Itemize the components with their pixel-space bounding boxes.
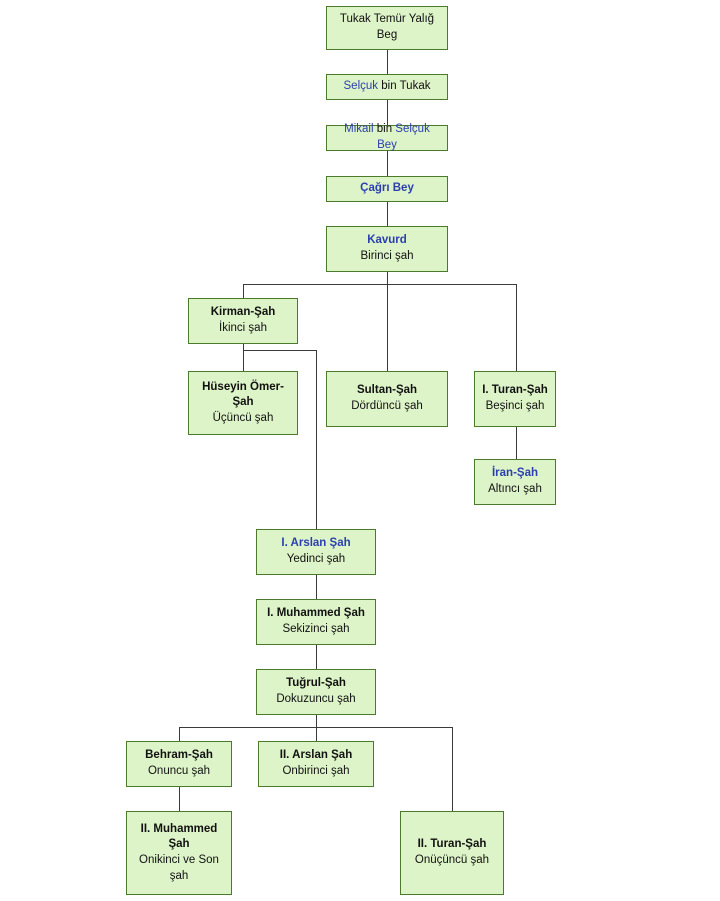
connector-turansah1-to-iransah	[516, 427, 517, 459]
connector-muhammed1-to-tugrulsah	[316, 645, 317, 669]
node-subtitle: Sekizinci şah	[282, 623, 350, 635]
connector-to-kirmansah	[243, 284, 244, 298]
connector-kavurd-stem	[387, 272, 388, 284]
node-title-cont: Şah	[168, 838, 190, 851]
node-subtitle-cont: şah	[169, 869, 189, 882]
node-title: I. Turan-Şah	[482, 384, 548, 397]
node-title: Çağrı Bey	[360, 182, 414, 195]
node-title: I. Arslan Şah	[281, 537, 351, 550]
node-subtitle: Dördüncü şah	[351, 400, 423, 412]
node-link-part-2[interactable]: Selçuk Bey	[377, 123, 430, 151]
connector-to-arslansah1	[316, 495, 317, 529]
connector-kirmansah-to-huseyin	[243, 344, 244, 371]
tree-node-iransah[interactable]	[474, 459, 556, 505]
node-title: Hüseyin Ömer-	[202, 380, 284, 393]
connector-huseyin-join	[243, 350, 317, 351]
node-title: II. Muhammed	[140, 822, 218, 835]
node-subtitle: Onbirinci şah	[282, 765, 350, 777]
node-title: Kavurd	[367, 234, 407, 247]
tree-node-cagri[interactable]	[326, 176, 448, 202]
node-title: I. Muhammed Şah	[267, 607, 365, 620]
connector-tugrulsah-stem	[316, 715, 317, 727]
connector-to-behramsah	[179, 727, 180, 741]
node-title: Kirman-Şah	[210, 306, 276, 319]
node-subtitle: İkinci şah	[219, 322, 267, 334]
node-title	[333, 122, 441, 153]
node-subtitle: Dokuzuncu şah	[276, 693, 356, 705]
node-title: Sultan-Şah	[356, 384, 418, 397]
tree-node-sultansah[interactable]	[326, 371, 448, 427]
connector-behramsah-to-muhammed2	[179, 787, 180, 811]
connector-cagri-to-kavurd	[387, 202, 388, 226]
tree-node-muhammed2[interactable]	[126, 811, 232, 895]
connector-to-sultansah	[387, 284, 388, 371]
node-title: II. Arslan Şah	[279, 749, 353, 762]
tree-node-muhammed1[interactable]	[256, 599, 376, 645]
connector-to-turansah2	[452, 727, 453, 811]
node-title: Tukak Temür Yalığ	[339, 13, 435, 26]
node-subtitle: Onuncu şah	[147, 765, 210, 777]
node-title: II. Turan-Şah	[417, 838, 487, 851]
node-subtitle: Onüçüncü şah	[414, 854, 490, 866]
node-title: Behram-Şah	[145, 749, 213, 762]
node-subtitle: Beşinci şah	[485, 400, 545, 412]
tree-node-behramsah[interactable]	[126, 741, 232, 787]
node-title-rest: bin	[373, 123, 396, 136]
node-title: Tuğrul-Şah	[286, 677, 346, 690]
node-title-rest: bin Tukak	[378, 80, 431, 93]
tree-node-tukak[interactable]	[326, 6, 448, 50]
node-link-part[interactable]: Mikail	[344, 123, 374, 136]
tree-node-selcuk[interactable]	[326, 74, 448, 100]
node-subtitle: Yedinci şah	[286, 553, 346, 565]
tree-node-kirmansah[interactable]	[188, 298, 298, 344]
connector-arslansah1-to-muhammed1	[316, 575, 317, 599]
connector-mikail-to-cagri	[387, 151, 388, 176]
tree-node-huseyin[interactable]	[188, 371, 298, 435]
node-subtitle: Birinci şah	[360, 250, 414, 262]
node-subtitle: Üçüncü şah	[212, 411, 274, 424]
node-title: İran-Şah	[491, 467, 538, 480]
node-title-cont: Şah	[232, 396, 254, 409]
node-link-part[interactable]: Selçuk	[343, 80, 379, 93]
connector-to-arslansah2	[316, 727, 317, 741]
node-subtitle: Onikinci ve Son	[139, 854, 219, 866]
connector-selcuk-to-mikail	[387, 100, 388, 125]
tree-node-mikail[interactable]	[326, 125, 448, 151]
tree-node-arslansah1[interactable]	[256, 529, 376, 575]
node-title-cont: Beg	[376, 29, 398, 41]
node-title	[344, 79, 431, 95]
connector-tukak-to-selcuk	[387, 50, 388, 74]
tree-node-turansah2[interactable]	[400, 811, 504, 895]
node-subtitle: Altıncı şah	[488, 483, 542, 495]
tree-node-tugrulsah[interactable]	[256, 669, 376, 715]
tree-node-turansah1[interactable]	[474, 371, 556, 427]
tree-node-kavurd[interactable]	[326, 226, 448, 272]
connector-to-turansah1	[516, 284, 517, 371]
connector-kavurd-bus	[243, 284, 517, 285]
tree-node-arslansah2[interactable]	[258, 741, 374, 787]
